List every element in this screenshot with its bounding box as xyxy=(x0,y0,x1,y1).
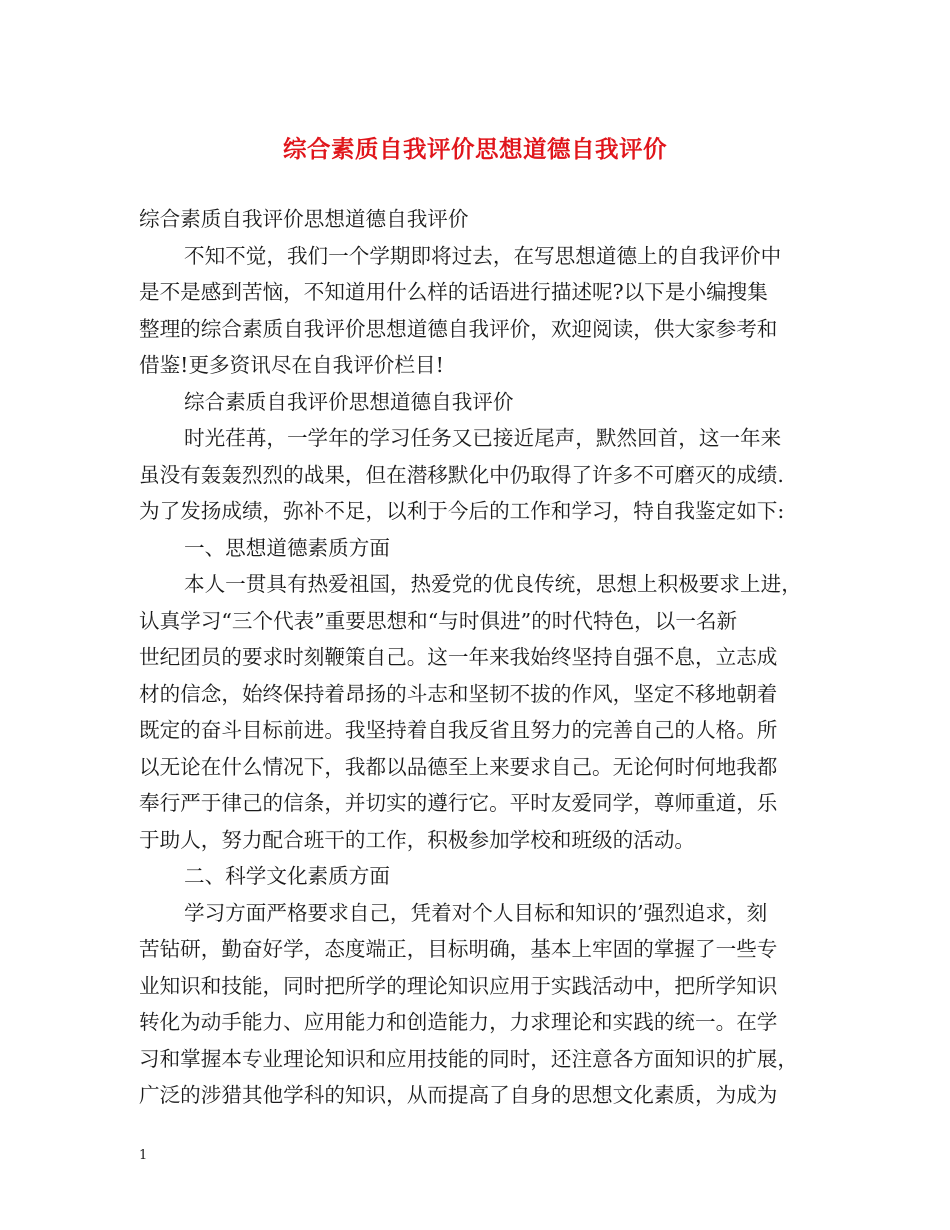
text-line: 不知不觉，我们一个学期即将过去，在写思想道德上的自我评价中 xyxy=(184,243,782,268)
text-line: 于助人，努力配合班干的工作，积极参加学校和班级的活动。 xyxy=(139,827,696,852)
text-line: 苦钻研，勤奋好学，态度端正，目标明确，基本上牢固的掌握了一些专 xyxy=(139,937,778,961)
document-body xyxy=(139,201,814,1114)
text-line: 综合素质自我评价思想道德自我评价 xyxy=(184,389,514,414)
text-line: 业知识和技能，同时把所学的理论知识应用于实践活动中，把所学知识 xyxy=(139,973,778,998)
text-line: 一、思想道德素质方面 xyxy=(184,535,390,560)
text-line: 认真学习“三个代表”重要思想和“与时俱进”的时代特色，以一名新 xyxy=(139,608,738,633)
text-line: 学习方面严格要求自己，凭着对个人目标和知识的’强烈追求，刻 xyxy=(184,900,768,925)
page-number: 1 xyxy=(139,1148,148,1163)
text-line: 综合素质自我评价思想道德自我评价 xyxy=(139,207,469,231)
text-line: 整理的综合素质自我评价思想道德自我评价，欢迎阅读，供大家参考和 xyxy=(139,316,778,341)
text-line: 奉行严于律己的信条，并切实的遵行它。平时友爱同学，尊师重道，乐 xyxy=(139,791,778,815)
text-line: 二、科学文化素质方面 xyxy=(184,864,390,888)
text-line: 是不是感到苦恼，不知道用什么样的话语进行描述呢?以下是小编搜集 xyxy=(139,280,768,304)
text-line: 虽没有轰轰烈烈的战果，但在潜移默化中仍取得了许多不可磨灭的成绩. xyxy=(139,462,784,487)
text-line: 时光荏苒，一学年的学习任务又已接近尾声，默然回首，这一年来 xyxy=(184,426,782,450)
document-title: 综合素质自我评价思想道德自我评价 xyxy=(283,135,667,163)
text-line: 为了发扬成绩，弥补不足，以利于今后的工作和学习，特自我鉴定如下: xyxy=(139,499,785,523)
text-line: 世纪团员的要求时刻鞭策自己。这一年来我始终坚持自强不息，立志成 xyxy=(139,645,778,669)
text-line: 转化为动手能力、应用能力和创造能力，力求理论和实践的统一。在学 xyxy=(139,1010,778,1034)
text-line: 本人一贯具有热爱祖国，热爱党的优良传统，思想上积极要求上进， xyxy=(184,572,802,596)
text-line: 以无论在什么情况下，我都以品德至上来要求自己。无论何时何地我都 xyxy=(139,754,778,779)
text-line: 借鉴!更多资讯尽在自我评价栏目! xyxy=(139,353,444,377)
text-line: 习和掌握本专业理论知识和应用技能的同时，还注意各方面知识的扩展， xyxy=(139,1046,798,1071)
text-line: 广泛的涉猎其他学科的知识，从而提高了自身的思想文化素质，为成为 xyxy=(139,1083,778,1107)
text-line: 既定的奋斗目标前进。我坚持着自我反省且努力的完善自己的人格。所 xyxy=(139,718,778,742)
text-line: 材的信念，始终保持着昂扬的斗志和坚韧不拔的作风，坚定不移地朝着 xyxy=(139,681,778,706)
